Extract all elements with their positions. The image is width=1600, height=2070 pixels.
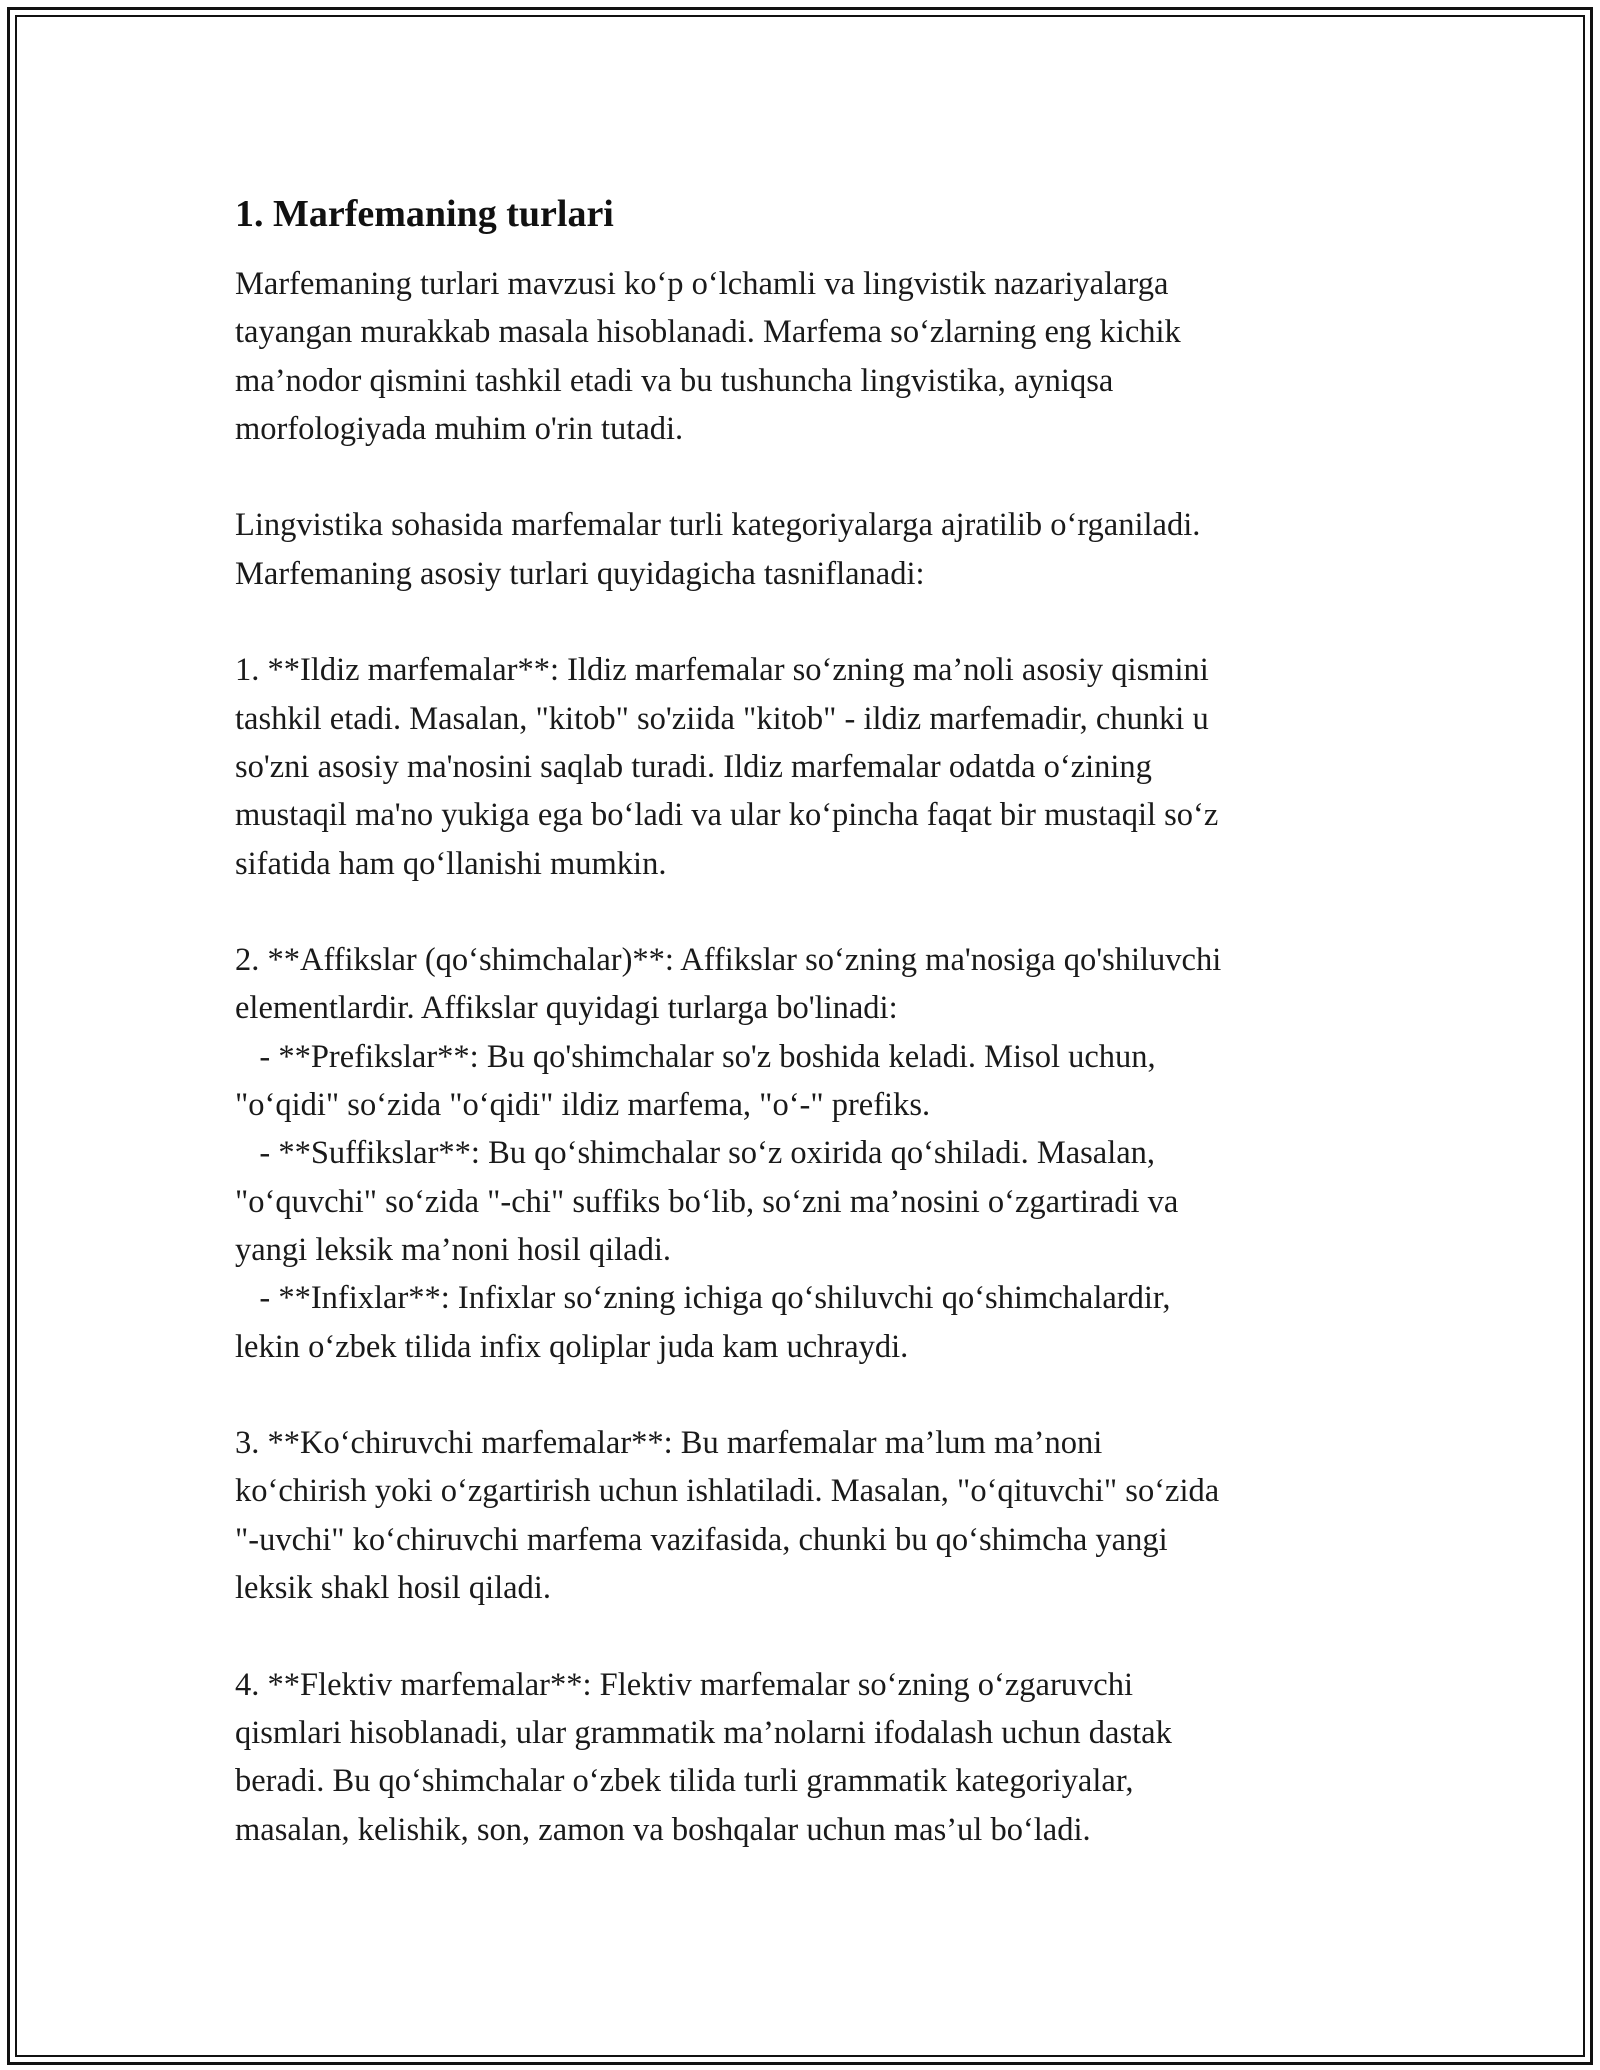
- text-line: "-uvchi" ko‘chiruvchi marfema vazifasida, chunki bu qo‘shimcha yangi: [235, 1521, 1168, 1558]
- text-line: ko‘chirish yoki o‘zgartirish uchun ishlatiladi. Masalan, "o‘qituvchi" so‘zida: [235, 1473, 1220, 1510]
- text-line: "o‘qidi" so‘zida "o‘qidi" ildiz marfema, "o‘-" prefiks.: [235, 1087, 931, 1124]
- text-line: tayangan murakkab masala hisoblanadi. Marfema so‘zlarning eng kichik: [235, 314, 1181, 351]
- text-line: elementlardir. Affikslar quyidagi turlarga bo'linadi:: [235, 990, 898, 1027]
- text-line: morfologiyada muhim o'rin tutadi.: [235, 410, 684, 447]
- text-line: mustaqil ma'no yukiga ega bo‘ladi va ular ko‘pincha faqat bir mustaqil so‘z: [235, 797, 1219, 834]
- root-morphemes-paragraph: [235, 646, 1365, 887]
- text-line: ma’nodor qismini tashkil etadi va bu tushuncha lingvistika, ayniqsa: [235, 362, 1114, 399]
- inflectional-morphemes-paragraph: [235, 1661, 1365, 1854]
- classification-intro-paragraph: [235, 501, 1365, 598]
- text-line: 1. **Ildiz marfemalar**: Ildiz marfemalar so‘zning ma’noli asosiy qismini: [235, 652, 1209, 689]
- text-line: 3. **Ko‘chiruvchi marfemalar**: Bu marfemalar ma’lum ma’noni: [235, 1425, 1103, 1462]
- text-line: masalan, kelishik, son, zamon va boshqalar uchun mas’ul bo‘ladi.: [235, 1811, 1091, 1848]
- text-line: "o‘quvchi" so‘zida "-chi" suffiks bo‘lib, so‘zni ma’nosini o‘zgartiradi va: [235, 1183, 1179, 1220]
- text-line: lekin o‘zbek tilida infix qoliplar juda kam uchraydi.: [235, 1328, 909, 1365]
- document-body: [235, 188, 1365, 1902]
- text-line: tashkil etadi. Masalan, "kitob" so'ziida "kitob" - ildiz marfemadir, chunki u: [235, 700, 1209, 737]
- text-line: 2. **Affikslar (qo‘shimchalar)**: Affikslar so‘zning ma'nosiga qo'shiluvchi: [235, 942, 1222, 979]
- text-line: 4. **Flektiv marfemalar**: Flektiv marfemalar so‘zning o‘zgaruvchi: [235, 1666, 1133, 1703]
- text-line: Marfemaning asosiy turlari quyidagicha tasniflanadi:: [235, 555, 925, 592]
- affixes-paragraph: [235, 936, 1365, 1371]
- text-line: beradi. Bu qo‘shimchalar o‘zbek tilida turli grammatik kategoriyalar,: [235, 1763, 1134, 1800]
- transferring-morphemes-paragraph: [235, 1419, 1365, 1612]
- text-line: yangi leksik ma’noni hosil qiladi.: [235, 1231, 671, 1268]
- text-line: sifatida ham qo‘llanishi mumkin.: [235, 845, 667, 882]
- text-line: qismlari hisoblanadi, ular grammatik ma’nolarni ifodalash uchun dastak: [235, 1714, 1172, 1751]
- intro-paragraph: [235, 260, 1365, 453]
- text-line: - **Suffikslar**: Bu qo‘shimchalar so‘z oxirida qo‘shiladi. Masalan,: [235, 1135, 1156, 1172]
- text-line: so'zni asosiy ma'nosini saqlab turadi. Ildiz marfemalar odatda o‘zining: [235, 748, 1152, 785]
- section-heading: 1. Marfemaning turlari: [235, 193, 614, 235]
- text-line: Marfemaning turlari mavzusi ko‘p o‘lchamli va lingvistik nazariyalarga: [235, 266, 1169, 302]
- text-line: - **Infixlar**: Infixlar so‘zning ichiga qo‘shiluvchi qo‘shimchalardir,: [235, 1280, 1171, 1317]
- text-line: - **Prefikslar**: Bu qo'shimchalar so'z boshida keladi. Misol uchun,: [235, 1038, 1156, 1075]
- text-line: leksik shakl hosil qiladi.: [235, 1570, 551, 1607]
- text-line: Lingvistika sohasida marfemalar turli kategoriyalarga ajratilib o‘rganiladi.: [235, 507, 1201, 544]
